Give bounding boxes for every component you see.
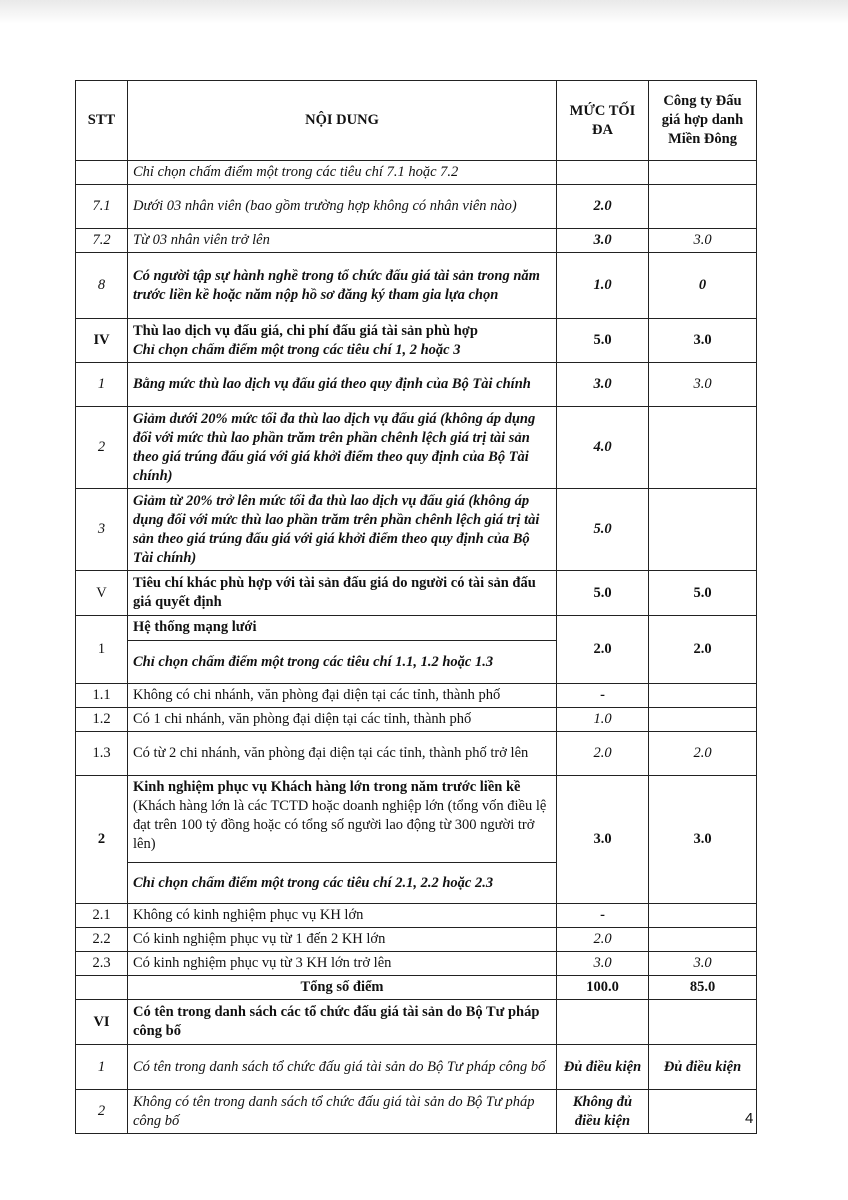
row-stt: 3 (76, 489, 128, 571)
row-max: 5.0 (557, 571, 649, 616)
row-stt: 7.2 (76, 229, 128, 253)
table-row (76, 928, 757, 952)
row-score (649, 161, 757, 185)
row-score (649, 489, 757, 571)
row-content (128, 616, 557, 684)
table-row (76, 571, 757, 616)
row-stt: 1 (76, 616, 128, 684)
row-content (128, 776, 557, 904)
row-score: 3.0 (649, 363, 757, 407)
row-max: 3.0 (557, 776, 649, 904)
row-max: - (557, 684, 649, 708)
row-score: 3.0 (649, 952, 757, 976)
row-max: - (557, 904, 649, 928)
row-score: 2.0 (649, 732, 757, 776)
table-row (76, 161, 757, 185)
row-stt: IV (76, 319, 128, 363)
table-row (76, 363, 757, 407)
row-content: Không có tên trong danh sách tổ chức đấu giá tài sản do Bộ Tư pháp công bố (128, 1090, 557, 1134)
row-stt: 2.1 (76, 904, 128, 928)
row-max: 3.0 (557, 363, 649, 407)
row-content: Có từ 2 chi nhánh, văn phòng đại diện tại các tỉnh, thành phố trở lên (128, 732, 557, 776)
row-stt: 2 (76, 776, 128, 904)
row-score (649, 904, 757, 928)
row-max (557, 161, 649, 185)
row-content: Có tên trong danh sách các tổ chức đấu giá tài sản do Bộ Tư pháp công bố (128, 1000, 557, 1045)
row-stt: V (76, 571, 128, 616)
row-max: 3.0 (557, 952, 649, 976)
row-stt: VI (76, 1000, 128, 1045)
row-max: 2.0 (557, 185, 649, 229)
row-score (649, 1000, 757, 1045)
row-content-title: Thù lao dịch vụ đấu giá, chi phí đấu giá tài sản phù hợp (133, 322, 478, 339)
row-content-note: Chỉ chọn chấm điểm một trong các tiêu chí 1, 2 hoặc 3 (133, 341, 461, 358)
row-max: 2.0 (557, 732, 649, 776)
row-content-title: Hệ thống mạng lưới (133, 619, 257, 635)
row-score (649, 684, 757, 708)
row-score (649, 928, 757, 952)
row-score: 5.0 (649, 571, 757, 616)
row-content: Dưới 03 nhân viên (bao gồm trường hợp không có nhân viên nào) (128, 185, 557, 229)
row-stt: 1 (76, 363, 128, 407)
table-row (76, 185, 757, 229)
row-stt: 7.1 (76, 185, 128, 229)
row-content-title (128, 776, 556, 862)
row-content: Không có kinh nghiệm phục vụ KH lớn (128, 904, 557, 928)
scoring-table (75, 80, 757, 1134)
row-max: 2.0 (557, 928, 649, 952)
row-stt: 1.3 (76, 732, 128, 776)
total-max: 100.0 (557, 976, 649, 1000)
row-content: Tiêu chí khác phù hợp với tài sản đấu giá do người có tài sản đấu giá quyết định (128, 571, 557, 616)
row-max: 2.0 (557, 616, 649, 684)
row-content: Có kinh nghiệm phục vụ từ 3 KH lớn trở lên (128, 952, 557, 976)
row-stt: 2 (76, 407, 128, 489)
row-score: 3.0 (649, 319, 757, 363)
table-row (76, 1045, 757, 1090)
row-stt (76, 976, 128, 1000)
row-content: Chỉ chọn chấm điểm một trong các tiêu chí 7.1 hoặc 7.2 (128, 161, 557, 185)
row-score: 3.0 (649, 776, 757, 904)
table-row (76, 904, 757, 928)
row-content: Bằng mức thù lao dịch vụ đấu giá theo quy định của Bộ Tài chính (128, 363, 557, 407)
row-score (649, 185, 757, 229)
table-row (76, 253, 757, 319)
row-stt: 2.2 (76, 928, 128, 952)
row-stt: 2.3 (76, 952, 128, 976)
table-header-row (76, 81, 757, 161)
row-score: Đủ điều kiện (649, 1045, 757, 1090)
row-stt: 2 (76, 1090, 128, 1134)
table-row (76, 616, 757, 684)
table-row (76, 489, 757, 571)
total-score: 85.0 (649, 976, 757, 1000)
row-content: Có 1 chi nhánh, văn phòng đại diện tại các tỉnh, thành phố (128, 708, 557, 732)
row-content-bold: Kinh nghiệm phục vụ Khách hàng lớn trong năm trước liền kề (133, 779, 521, 795)
row-content: Giảm dưới 20% mức tối đa thù lao dịch vụ đấu giá (không áp dụng đối với mức thù lao phần trăm trên phần chênh lệch giá trị tài sản theo giá trúng đấu giá với giá khởi điểm theo quy định của Bộ Tài chính) (128, 407, 557, 489)
row-max: 5.0 (557, 489, 649, 571)
row-score (649, 708, 757, 732)
row-score (649, 1090, 757, 1134)
row-score: 0 (649, 253, 757, 319)
header-stt: STT (76, 81, 128, 161)
row-content: Giảm từ 20% trở lên mức tối đa thù lao dịch vụ đấu giá (không áp dụng đối với mức thù lao phần trăm trên phần chênh lệch giá trị tài sản theo giá trúng đấu giá với giá khởi điểm theo quy định của Bộ Tài chính) (128, 489, 557, 571)
row-max: 5.0 (557, 319, 649, 363)
table-row (76, 407, 757, 489)
table-row (76, 1090, 757, 1134)
row-max: Không đủ điều kiện (557, 1090, 649, 1134)
total-label: Tổng số điểm (128, 976, 557, 1000)
header-content: NỘI DUNG (128, 81, 557, 161)
header-max: MỨC TỐI ĐA (557, 81, 649, 161)
row-stt: 1.1 (76, 684, 128, 708)
table-total-row (76, 976, 757, 1000)
table-row (76, 319, 757, 363)
table-row (76, 776, 757, 904)
row-score: 2.0 (649, 616, 757, 684)
table-row (76, 708, 757, 732)
table-row (76, 1000, 757, 1045)
row-score (649, 407, 757, 489)
row-content: Từ 03 nhân viên trở lên (128, 229, 557, 253)
row-content (128, 319, 557, 363)
row-score: 3.0 (649, 229, 757, 253)
row-content: Không có chi nhánh, văn phòng đại diện tại các tỉnh, thành phố (128, 684, 557, 708)
row-content-note: Chỉ chọn chấm điểm một trong các tiêu chí 2.1, 2.2 hoặc 2.3 (128, 862, 556, 903)
row-stt: 1.2 (76, 708, 128, 732)
page-edge (0, 0, 848, 24)
row-max: 1.0 (557, 253, 649, 319)
row-stt (76, 161, 128, 185)
row-content: Có kinh nghiệm phục vụ từ 1 đến 2 KH lớn (128, 928, 557, 952)
row-max: 3.0 (557, 229, 649, 253)
row-content-note: Chỉ chọn chấm điểm một trong các tiêu chí 1.1, 1.2 hoặc 1.3 (128, 640, 556, 683)
row-max: Đủ điều kiện (557, 1045, 649, 1090)
page-number: 4 (745, 1110, 754, 1127)
row-max (557, 1000, 649, 1045)
row-stt: 1 (76, 1045, 128, 1090)
table-row (76, 952, 757, 976)
row-max: 1.0 (557, 708, 649, 732)
row-content: Có tên trong danh sách tổ chức đấu giá tài sản do Bộ Tư pháp công bố (128, 1045, 557, 1090)
table-row (76, 732, 757, 776)
row-content: Có người tập sự hành nghề trong tổ chức đấu giá tài sản trong năm trước liền kề hoặc năm nộp hồ sơ đăng ký tham gia lựa chọn (128, 253, 557, 319)
table-row (76, 684, 757, 708)
row-max: 4.0 (557, 407, 649, 489)
row-content-detail: (Khách hàng lớn là các TCTD hoặc doanh nghiệp lớn (tổng vốn điều lệ đạt trên 100 tỷ đồng hoặc có tổng số người lao động từ 300 người trở lên) (133, 798, 547, 852)
row-stt: 8 (76, 253, 128, 319)
table-row (76, 229, 757, 253)
header-company: Công ty Đấu giá hợp danh Miền Đông (649, 81, 757, 161)
